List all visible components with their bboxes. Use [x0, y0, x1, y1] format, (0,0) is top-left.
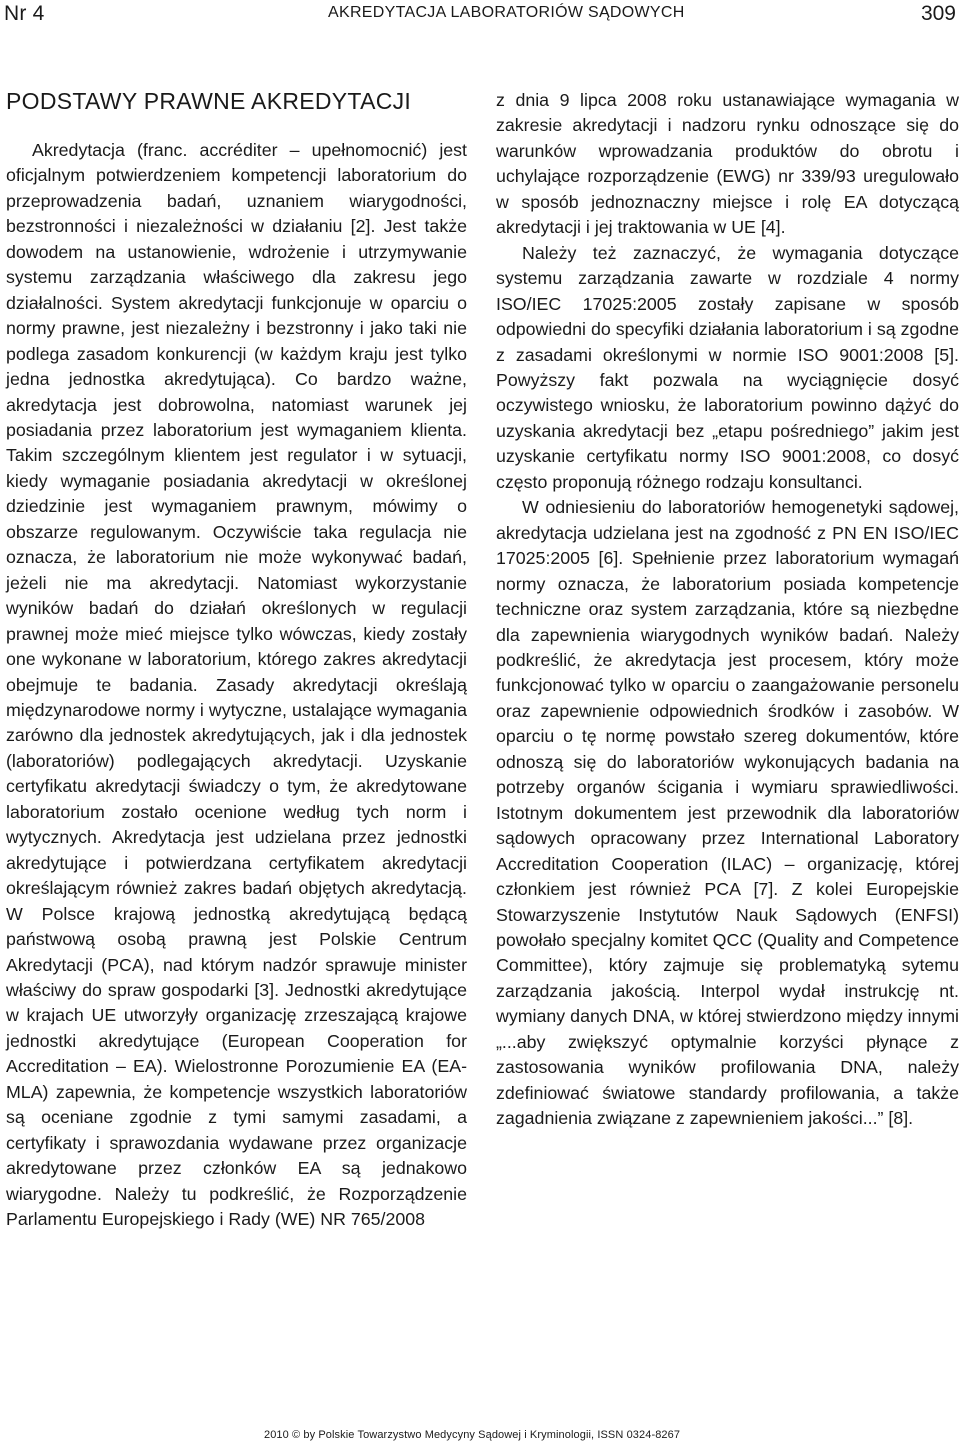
issue-number: Nr 4 [4, 2, 45, 25]
paragraph: W odniesieniu do laboratoriów hemogenetyki sądowej, akredytacja udzielana jest na zgodność z PN EN ISO/IEC 17025:2005 [6]. Spełnienie przez laboratorium wymagań normy oznacza, że laboratorium posiada kompetencje techniczne oraz system zarządzania, które są niezbędne dla zapewnienia wiarygodnych wyników badań. Należy podkreślić, że akredytacja jest procesem, który może funkcjonować tylko w oparciu o zaangażowanie personelu oraz zapewnienie odpowiednich środków i zasobów. W oparciu o tę normę powstało szereg dokumentów, które odnoszą się do laboratoriów wykonujących badania na potrzeby organów ścigania i wymiaru sprawiedliwości. Istotnym dokumentem jest przewodnik dla laboratoriów sądowych opracowany przez International Laboratory Accreditation Cooperation (ILAC) – organizację, której członkiem jest również PCA [7]. Z kolei Europejskie Stowarzyszenie Instytutów Nauk Sądowych (ENFSI) powołało specjalny komitet QCC (Quality and Competence Committee), który zajmuje się problematyką sytemu zarządzania jakością. Interpol wydał instrukcję nt. wymiany danych DNA, w której stwierdzono między innymi „...aby zwiększyć optymalnie korzyści płynące z zastosowania wyników profilowania DNA, należy zdefiniować światowe standardy profilowania, a także zagadnienia związane z zapewnieniem jakości...” [8]. [496, 497, 959, 1129]
left-text-column [6, 138, 467, 1232]
copyright-footer: 2010 © by Polskie Towarzystwo Medycyny Sądowej i Kryminologii, ISSN 0324-8267 [264, 1429, 681, 1441]
page-number: 309 [920, 2, 956, 25]
paragraph: Akredytacja (franc. accréditer – upełnomocnić) jest oficjalnym potwierdzeniem kompetencji laboratorium do przeprowadzenia badań, uznaniem wiarygodności, bezstronności i niezależności w działaniu [2]. Jest także dowodem na ustanowienie, wdrożenie i utrzymywanie systemu zarządzania właściwego dla zakresu jego działalności. System akredytacji funkcjonuje w oparciu o normy prawne, jest niezależny i bezstronny i jako taki nie podlega zasadom konkurencji (w każdym kraju jest tylko jedna jednostka akredytująca). Co bardzo ważne, akredytacja jest dobrowolna, natomiast warunek jej posiadania przez laboratorium jest wymaganiem klienta. Takim szczególnym klientem jest regulator i w sytuacji, kiedy wymaganie posiadania akredytacji w określonej dziedzinie jest wymaganiem prawnym, mówimy o obszarze regulowanym. Oczywiście taka regulacja nie oznacza, że laboratorium nie może wykonywać badań, jeżeli nie ma akredytacji. Natomiast wykorzystanie wyników badań do działań określonych w regulacji prawnej może mieć miejsce tylko wówczas, kiedy zostały one wykonane w laboratorium, którego zakres akredytacji obejmuje te badania. Zasady akredytacji określają międzynarodowe normy i wytyczne, ustalające wymagania zarówno dla jednostek akredytujących, jak i dla jednostek (laboratoriów) podlegających akredytacji. Uzyskanie certyfikatu akredytacji świadczy o tym, że akredytowane laboratorium zostało ocenione według tych norm i wytycznych. Akredytacja jest udzielana przez jednostki akredytujące i potwierdzana certyfikatem akredytacji określającym również zakres badań objętych akredytacją. W Polsce krajową jednostką akredytującą będącą państwową osobą prawną jest Polskie Centrum Akredytacji (PCA), nad którym nadzór sprawuje minister właściwy do spraw gospodarki [3]. Jednostki akredytujące w krajach UE utworzyły organizację zrzeszającą krajowe jednostki akredytujące (European Cooperation for Accreditation – EA). Wielostronne Porozumienie EA (EA-MLA) zapewnia, że kompetencje wszystkich laboratoriów są oceniane zgodnie z tymi samymi zasadami, a certyfikaty i sprawozdania wydawane przez organizacje akredytowane przez członków EA są jednakowo wiarygodne. Należy tu podkreślić, że Rozporządzenie Parlamentu Europejskiego i Rady (WE) NR 765/2008 [6, 140, 467, 1230]
paragraph: Należy też zaznaczyć, że wymagania dotyczące systemu zarządzania zawarte w rozdziale 4 normy ISO/IEC 17025:2005 zostały zapisane w sposób odpowiedni do specyfiki działania laboratorium i są zgodne z zasadami określonymi w normie ISO 9001:2008 [5]. Powyższy fakt pozwala na wyciągnięcie dosyć oczywistego wniosku, że laboratorium powinno dążyć do uzyskania akredytacji bez „etapu pośredniego” jakim jest uzyskanie certyfikatu normy ISO 9001:2008, co dosyć często proponują różnego rodzaju konsultanci. [496, 242, 959, 492]
running-header [0, 0, 960, 30]
running-title: AKREDYTACJA LABORATORIÓW SĄDOWYCH [328, 4, 685, 21]
right-text-column [496, 88, 959, 1132]
section-heading: PODSTAWY PRAWNE AKREDYTACJI [6, 88, 412, 114]
paragraph: z dnia 9 lipca 2008 roku ustanawiające wymagania w zakresie akredytacji i nadzoru rynku odnoszące się do warunków wprowadzania produktów do obrotu i uchylające rozporządzenie (EWG) nr 339/93 uregulowało w sposób jednoznaczny miejsce i rolę EA dotyczącą akredytacji i jej traktowania w UE [4]. [496, 90, 959, 238]
